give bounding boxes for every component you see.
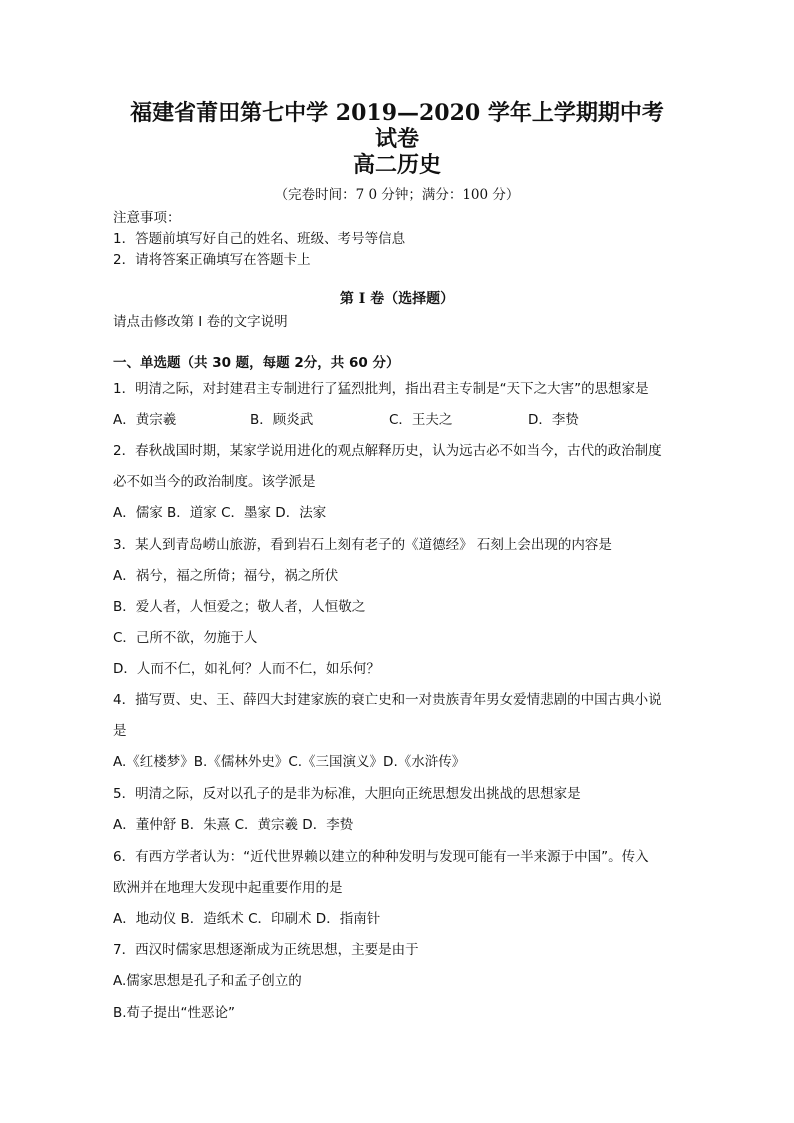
question-stem: 是 bbox=[113, 723, 127, 739]
exam-title-continued: 试卷 bbox=[374, 126, 419, 152]
question-option: D．李贽 bbox=[528, 412, 579, 428]
part-heading: 第 I 卷（选择题） bbox=[339, 291, 455, 307]
question-option: B.荀子提出“性恶论” bbox=[113, 1005, 236, 1021]
question-stem: 欧洲并在地理大发现中起重要作用的是 bbox=[113, 880, 343, 896]
question-options: A.《红楼梦》B.《儒林外史》C.《三国演义》D.《水浒传》 bbox=[113, 754, 466, 770]
question-stem: 6．有西方学者认为：“近代世界赖以建立的种种发明与发现可能有一半来源于中国”。传入 bbox=[113, 849, 649, 865]
question-options: A．地动仪 B．造纸术 C．印刷术 D．指南针 bbox=[113, 911, 381, 927]
part-instruction: 请点击修改第 I 卷的文字说明 bbox=[113, 314, 288, 330]
question-option: D．人而不仁，如礼何？人而不仁，如乐何？ bbox=[113, 661, 380, 677]
notes-heading: 注意事项： bbox=[113, 210, 181, 226]
question-option: A．祸兮，福之所倚；福兮，祸之所伏 bbox=[113, 568, 339, 584]
exam-info: （完卷时间：7 0 分钟；满分：100 分） bbox=[274, 187, 520, 203]
section-heading: 一、单选题（共 30 题，每题 2分，共 60 分） bbox=[113, 355, 400, 371]
exam-title: 福建省莆田第七中学 2019—2020 学年上学期期中考 bbox=[130, 100, 664, 126]
question-stem: 2．春秋战国时期，某家学说用进化的观点解释历史，认为远古必不如当今，古代的政治制度 bbox=[113, 443, 662, 459]
question-stem: 4．描写贾、史、王、薛四大封建家族的衰亡史和一对贵族青年男女爱情悲剧的中国古典小说 bbox=[113, 692, 662, 708]
question-option: A.儒家思想是孔子和孟子创立的 bbox=[113, 973, 302, 989]
question-stem: 必不如当今的政治制度。该学派是 bbox=[113, 474, 316, 490]
question-options: A．儒家 B．道家 C．墨家 D．法家 bbox=[113, 505, 327, 521]
note-item: 2．请将答案正确填写在答题卡上 bbox=[113, 252, 311, 268]
question-option: C．王夫之 bbox=[389, 412, 453, 428]
question-options: A．董仲舒 B．朱熹 C．黄宗羲 D．李贽 bbox=[113, 817, 354, 833]
note-item: 1．答题前填写好自己的姓名、班级、考号等信息 bbox=[113, 231, 406, 247]
question-stem: 3．某人到青岛崂山旅游，看到岩石上刻有老子的《道德经》 石刻上会出现的内容是 bbox=[113, 537, 612, 553]
question-option: C．己所不欲，勿施于人 bbox=[113, 630, 258, 646]
question-stem: 7．西汉时儒家思想逐渐成为正统思想，主要是由于 bbox=[113, 942, 419, 958]
question-stem: 1．明清之际，对封建君主专制进行了猛烈批判，指出君主专制是“天下之大害”的思想家是 bbox=[113, 381, 649, 397]
question-option: B．顾炎武 bbox=[250, 412, 314, 428]
subject-title: 高二历史 bbox=[352, 152, 441, 178]
question-stem: 5．明清之际，反对以孔子的是非为标准，大胆向正统思想发出挑战的思想家是 bbox=[113, 786, 581, 802]
question-option: A．黄宗羲 bbox=[113, 412, 177, 428]
question-option: B．爱人者，人恒爱之；敬人者，人恒敬之 bbox=[113, 599, 366, 615]
